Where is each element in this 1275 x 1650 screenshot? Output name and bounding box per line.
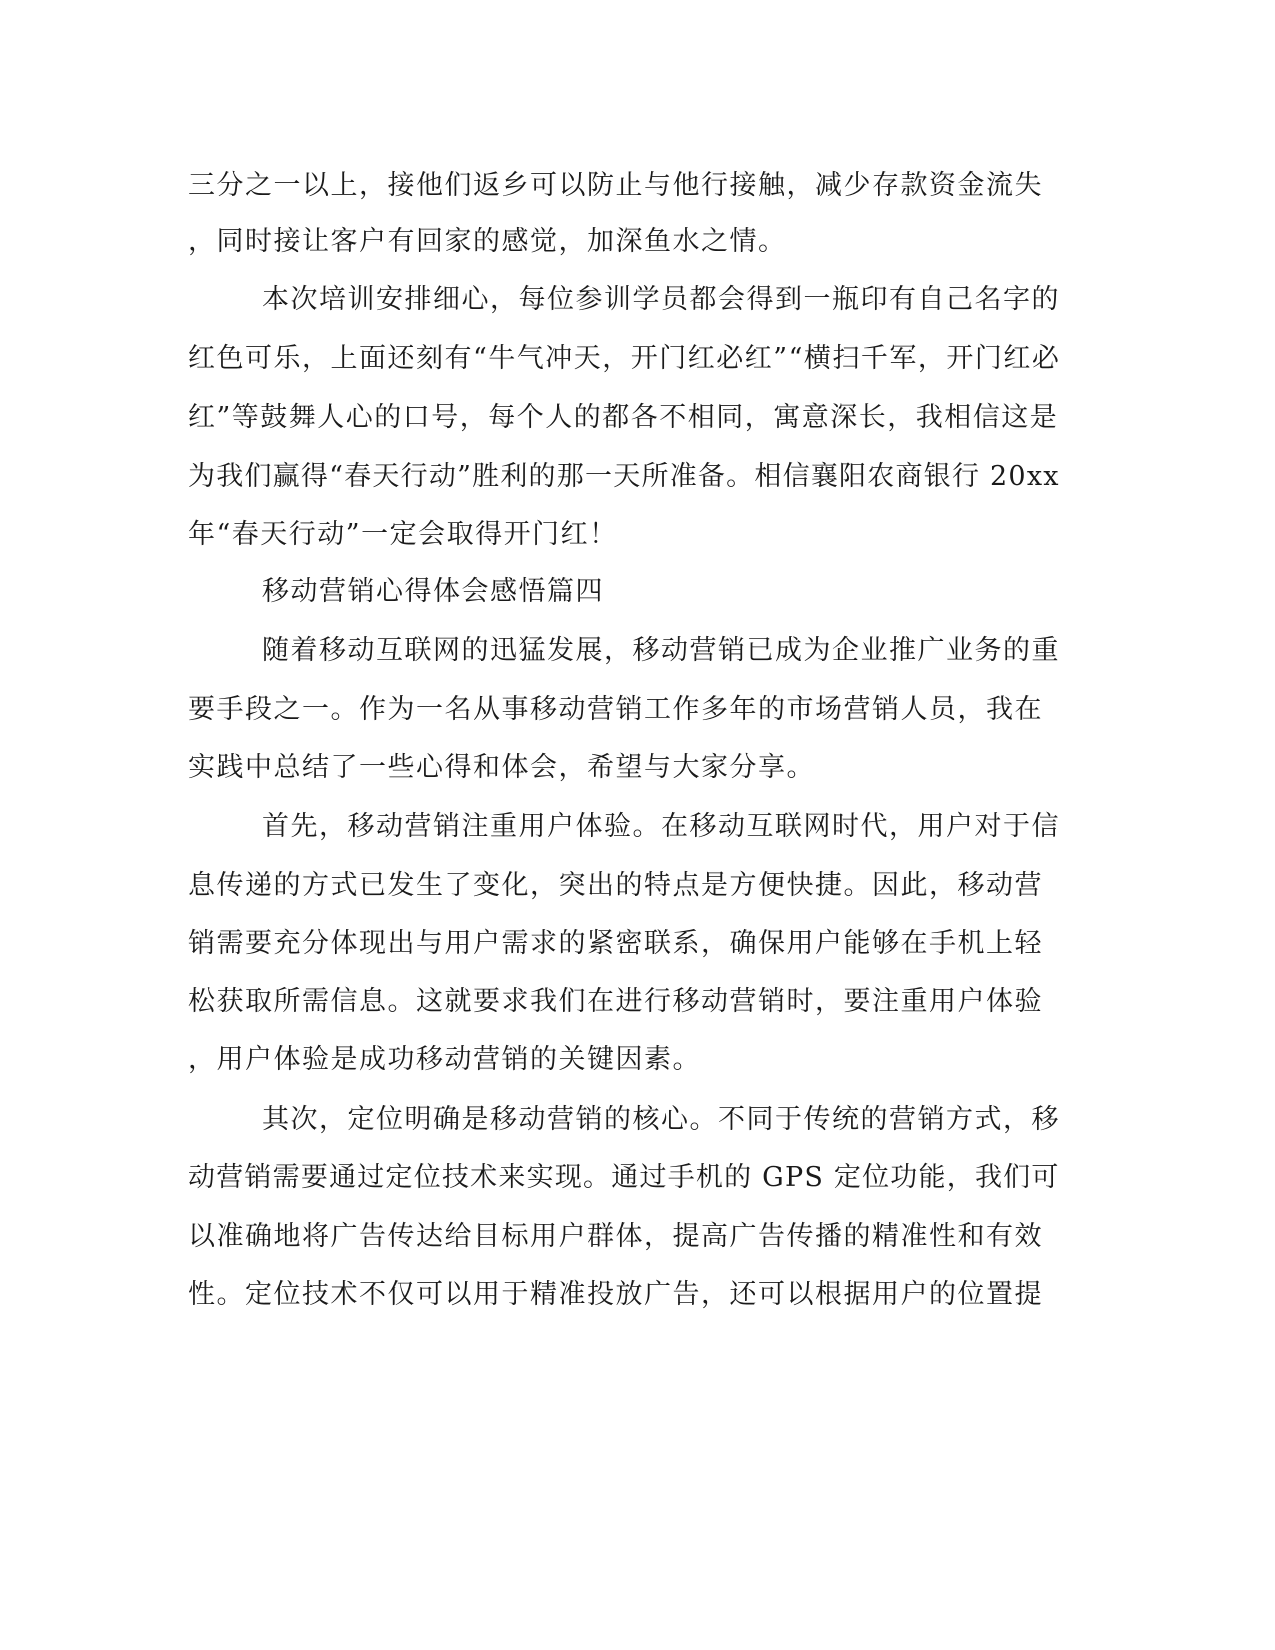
text-line: 动营销需要通过定位技术来实现。通过手机的 GPS 定位功能，我们可	[188, 1162, 1060, 1193]
text-line: 以准确地将广告传达给目标用户群体，提高广告传播的精准性和有效	[188, 1221, 1043, 1252]
text-line: 其次，定位明确是移动营销的核心。不同于传统的营销方式，移	[262, 1104, 1060, 1135]
text-line: 首先，移动营销注重用户体验。在移动互联网时代，用户对于信	[262, 811, 1060, 842]
text-line: 实践中总结了一些心得和体会，希望与大家分享。	[188, 752, 815, 783]
text-line: 为我们赢得“春天行动”胜利的那一天所准备。相信襄阳农商银行 20xx	[188, 461, 1060, 492]
text-line: 红色可乐，上面还刻有“牛气冲天，开门红必红”“横扫千军，开门红必	[188, 343, 1061, 374]
text-line: ，用户体验是成功移动营销的关键因素。	[188, 1044, 701, 1075]
text-line: 随着移动互联网的迅猛发展，移动营销已成为企业推广业务的重	[262, 635, 1060, 666]
text-line: 要手段之一。作为一名从事移动营销工作多年的市场营销人员，我在	[188, 694, 1043, 725]
text-line: 松获取所需信息。这就要求我们在进行移动营销时，要注重用户体验	[188, 986, 1043, 1017]
text-line: 息传递的方式已发生了变化，突出的特点是方便快捷。因此，移动营	[188, 870, 1043, 901]
text-line: 年“春天行动”一定会取得开门红！	[188, 519, 618, 550]
text-line: 性。定位技术不仅可以用于精准投放广告，还可以根据用户的位置提	[188, 1279, 1043, 1310]
text-line: 销需要充分体现出与用户需求的紧密联系，确保用户能够在手机上轻	[188, 928, 1043, 959]
text-line: ，同时接让客户有回家的感觉，加深鱼水之情。	[188, 226, 787, 257]
section-heading: 移动营销心得体会感悟篇四	[262, 576, 604, 607]
text-line: 红”等鼓舞人心的口号，每个人的都各不相同，寓意深长，我相信这是	[188, 402, 1059, 433]
text-line: 本次培训安排细心，每位参训学员都会得到一瓶印有自己名字的	[262, 284, 1060, 315]
text-line: 三分之一以上，接他们返乡可以防止与他行接触，减少存款资金流失	[188, 170, 1043, 201]
